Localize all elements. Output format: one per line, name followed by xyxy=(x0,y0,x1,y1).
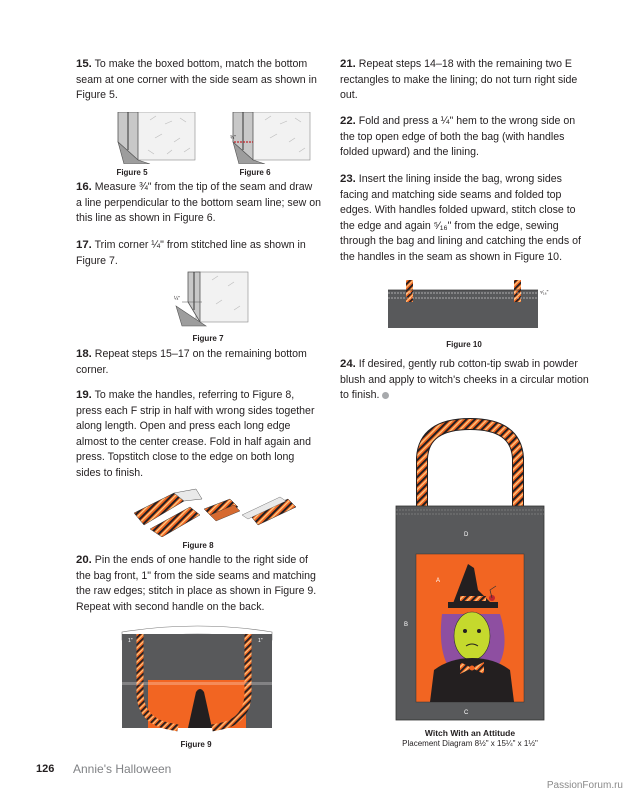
step-16: 16. Measure ¾" from the tip of the seam and draw a line perpendicular to the bottom seam line; sew on this line as shown in Figure 6. xyxy=(76,181,321,224)
figure-9-caption: Figure 9 xyxy=(180,740,212,749)
figure-6-caption: Figure 6 xyxy=(239,168,271,177)
figure-10-caption: Figure 10 xyxy=(446,340,482,349)
watermark: PassionForum.ru xyxy=(546,780,623,791)
placement-label-b: B xyxy=(404,622,409,628)
figure-7-caption: Figure 7 xyxy=(192,334,224,343)
figure-9-left-label: 1" xyxy=(128,638,133,644)
witch-placement-diagram xyxy=(390,418,550,724)
step-18: 18. Repeat steps 15–17 on the remaining bottom corner. xyxy=(76,348,307,376)
figure-10-diagram xyxy=(388,280,568,330)
figure-5-diagram xyxy=(110,112,200,164)
step-23: 23. Insert the lining inside the bag, wrong sides facing and matching side seams and folded top edges. With handles folded upward, stitch close to the edge and again ⁵⁄₁₆" from the edge, sewing through the bag and lining and catching the ends of the handles in the seam as shown in Figure 10. xyxy=(340,173,581,263)
figure-5-caption: Figure 5 xyxy=(116,168,148,177)
figure-9-diagram xyxy=(118,620,278,732)
step-19: 19. To make the handles, referring to Figure 8, press each F strip in half with wrong sides together along length. Open and press each long edge almost to the center crease. Fold in half again and press. Topstitch close to the edge on both long sides to finish. xyxy=(76,389,315,479)
placement-label-a: A xyxy=(436,578,441,584)
book-title: Annie's Halloween xyxy=(73,762,172,776)
step-22: 22. Fold and press a ¼" hem to the wrong side on the top open edge of both the bag (with handles folded upward) and the lining. xyxy=(340,115,576,158)
figure-10-measure-label: ⁵⁄₁₆" xyxy=(540,290,549,296)
figure-8-caption: Figure 8 xyxy=(182,541,214,550)
figure-7-measure-label: ¼" xyxy=(174,296,180,302)
figure-6-measure-label: ¾" xyxy=(230,135,236,141)
placement-label-d: D xyxy=(464,532,469,538)
figure-6-diagram xyxy=(225,112,315,164)
placement-label-c: C xyxy=(464,710,469,716)
end-bullet-icon xyxy=(382,392,389,399)
step-15: 15. To make the boxed bottom, match the bottom seam at one corner with the side seam as shown in Figure 5. xyxy=(76,58,317,101)
figure-8-diagram xyxy=(130,485,300,537)
step-24: 24. If desired, gently rub cotton-tip swab in powder blush and apply to witch's cheeks in a circular motion to finish. xyxy=(340,358,589,401)
step-21: 21. Repeat steps 14–18 with the remaining two E rectangles to make the lining; do not turn right side out. xyxy=(340,58,578,101)
witch-placement-subtitle: Placement Diagram 8½" x 15¼" x 1½" xyxy=(402,739,538,748)
witch-placement-title: Witch With an Attitude xyxy=(424,728,516,738)
page-number: 126 xyxy=(36,763,55,775)
figure-9-right-label: 1" xyxy=(258,638,263,644)
step-20: 20. Pin the ends of one handle to the right side of the bag front, 1" from the side seams and matching the raw edges; stitch in place as shown in Figure 9. Repeat with second handle on the back. xyxy=(76,554,317,613)
step-17: 17. Trim corner ¼" from stitched line as shown in Figure 7. xyxy=(76,239,306,267)
figure-7-diagram xyxy=(172,270,252,328)
